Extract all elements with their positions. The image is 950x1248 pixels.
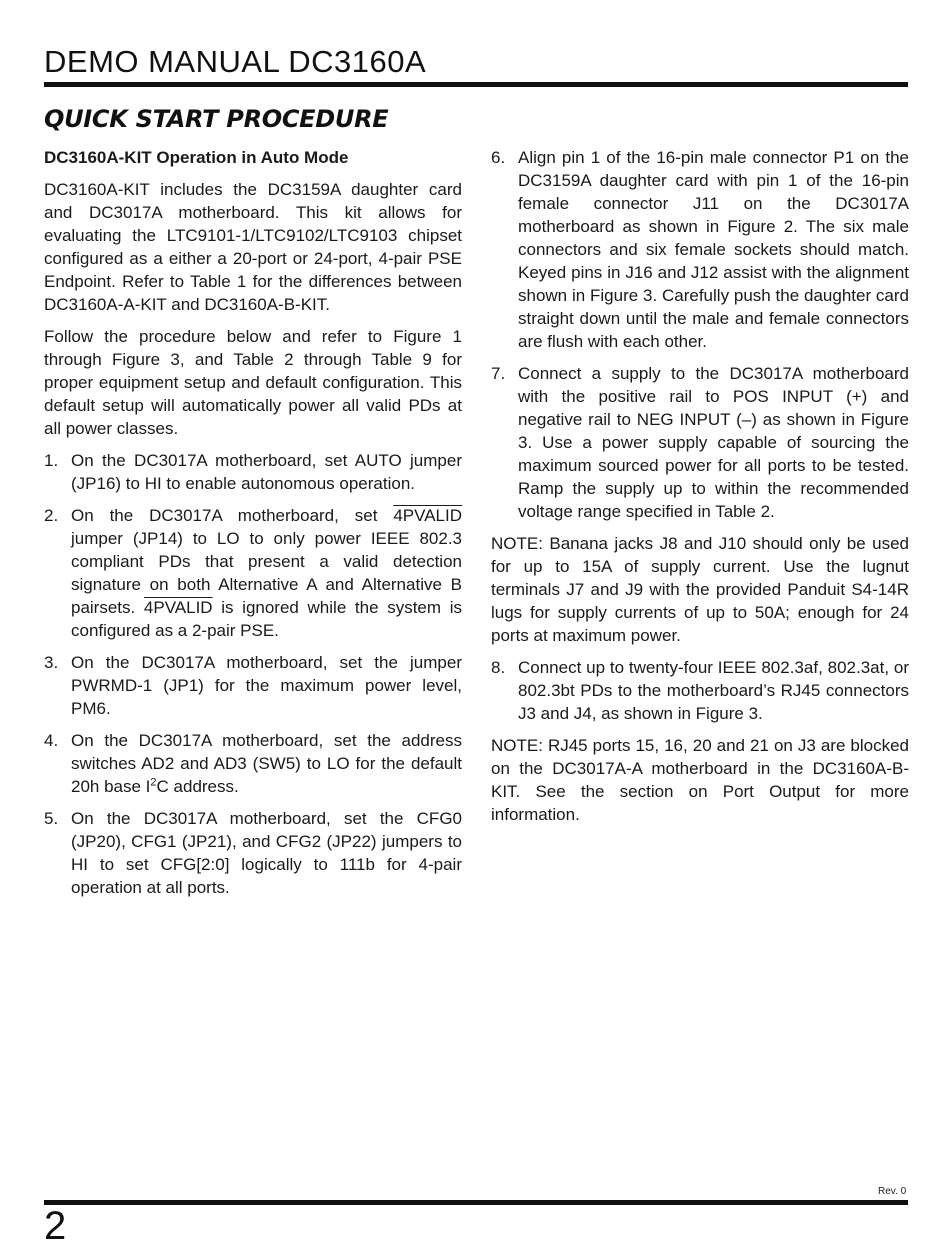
revision-label: Rev. 0 [878,1186,907,1197]
step-text-a: On the DC3017A motherboard, set [71,506,394,525]
step-number: 4. [44,731,59,750]
page-number: 2 [44,1204,67,1248]
left-column [44,146,462,908]
step-text: Connect up to twenty-four IEEE 802.3af, 802.3at, or 802.3bt PDs to the motherboard’s RJ45 connectors J3 and J4, as shown in Figure 3. [518,658,909,723]
step-4 [44,729,462,798]
superscript: 2 [150,776,157,789]
subheading: DC3160A-KIT Operation in Auto Mode [44,148,349,167]
note-paragraph-2: NOTE: RJ45 ports 15, 16, 20 and 21 on J3 are blocked on the DC3017A-A motherboard in the DC3160A-B-KIT. See the section on Port Output for more information. [491,736,909,824]
step-8 [491,656,909,725]
signal-4pvalid: 4PVALID [393,506,462,525]
step-number: 1. [44,451,59,470]
steps-list-left [44,449,462,899]
step-text: Align pin 1 of the 16-pin male connector P1 on the DC3159A daughter card with pin 1 of the 16-pin female connector J11 on the DC3017A motherboard as shown in Figure 2. The six male connectors and six female sockets should match. Keyed pins in J16 and J12 assist with the alignment shown in Figure 3. Carefully push the daughter card straight down until the male and female connectors are flush with each other. [518,148,909,351]
step-number: 6. [491,148,506,167]
step-number: 3. [44,653,59,672]
step-2 [44,504,462,642]
signal-4pvalid: 4PVALID [143,598,213,617]
right-column [491,146,909,835]
step-3 [44,651,462,720]
step-text-b: C address. [156,777,239,796]
step-number: 5. [44,809,59,828]
step-number: 8. [491,658,506,677]
step-6 [491,146,909,353]
step-text-a: On the DC3017A motherboard, set the address switches AD2 and AD3 (SW5) to LO for the default 20h base I [71,731,462,796]
step-7 [491,362,909,523]
step-number: 7. [491,364,506,383]
intro-paragraph-1: DC3160A-KIT includes the DC3159A daughter card and DC3017A motherboard. This kit allows for evaluating the LTC9101-1/LTC9102/LTC9103 chipset configured as a either a 20-port or 24-port, 4-pair PSE Endpoint. Refer to Table 1 for the differences between DC3160A-A-KIT and DC3160A-B-KIT. [44,180,462,314]
steps-list-right-2 [491,656,909,725]
document-title: DEMO MANUAL DC3160A [44,44,427,79]
step-text: On the DC3017A motherboard, set the jumper PWRMD-1 (JP1) for the maximum power level, PM6. [71,653,462,718]
step-number: 2. [44,506,59,525]
step-5 [44,807,462,899]
step-text-b: jumper (JP14) to LO to only power IEEE 802.3 compliant PDs that present a valid detection signature on both Alternative A and Alternative B pairsets. [71,529,462,617]
note-paragraph-1: NOTE: Banana jacks J8 and J10 should only be used for up to 15A of supply current. Use the lugnut terminals J7 and J9 with the provided Panduit S4-14R lugs for supply currents of up to 50A; enough for 24 ports at maximum power. [491,534,909,645]
section-title: QUICK START PROCEDURE [44,105,389,133]
footer-rule [44,1200,908,1205]
header-rule [44,82,908,87]
step-text: Connect a supply to the DC3017A motherboard with the positive rail to POS INPUT (+) and negative rail to NEG INPUT (–) as shown in Figure 3. Use a power supply capable of sourcing the maximum sourced power for all ports to be tested. Ramp the supply up to within the recommended voltage range specified in Table 2. [518,364,909,521]
steps-list-right [491,146,909,523]
step-text-c: is ignored while the system is configured as a 2-pair PSE. [71,598,462,640]
step-text: On the DC3017A motherboard, set AUTO jumper (JP16) to HI to enable autonomous operation. [71,451,462,493]
intro-paragraph-2: Follow the procedure below and refer to Figure 1 through Figure 3, and Table 2 through Table 9 for proper equipment setup and default configuration. This default setup will automatically power all valid PDs at all power classes. [44,327,462,438]
step-text: On the DC3017A motherboard, set the CFG0 (JP20), CFG1 (JP21), and CFG2 (JP22) jumpers to HI to set CFG[2:0] logically to 111b for 4-pair operation at all ports. [71,809,462,897]
step-1 [44,449,462,495]
